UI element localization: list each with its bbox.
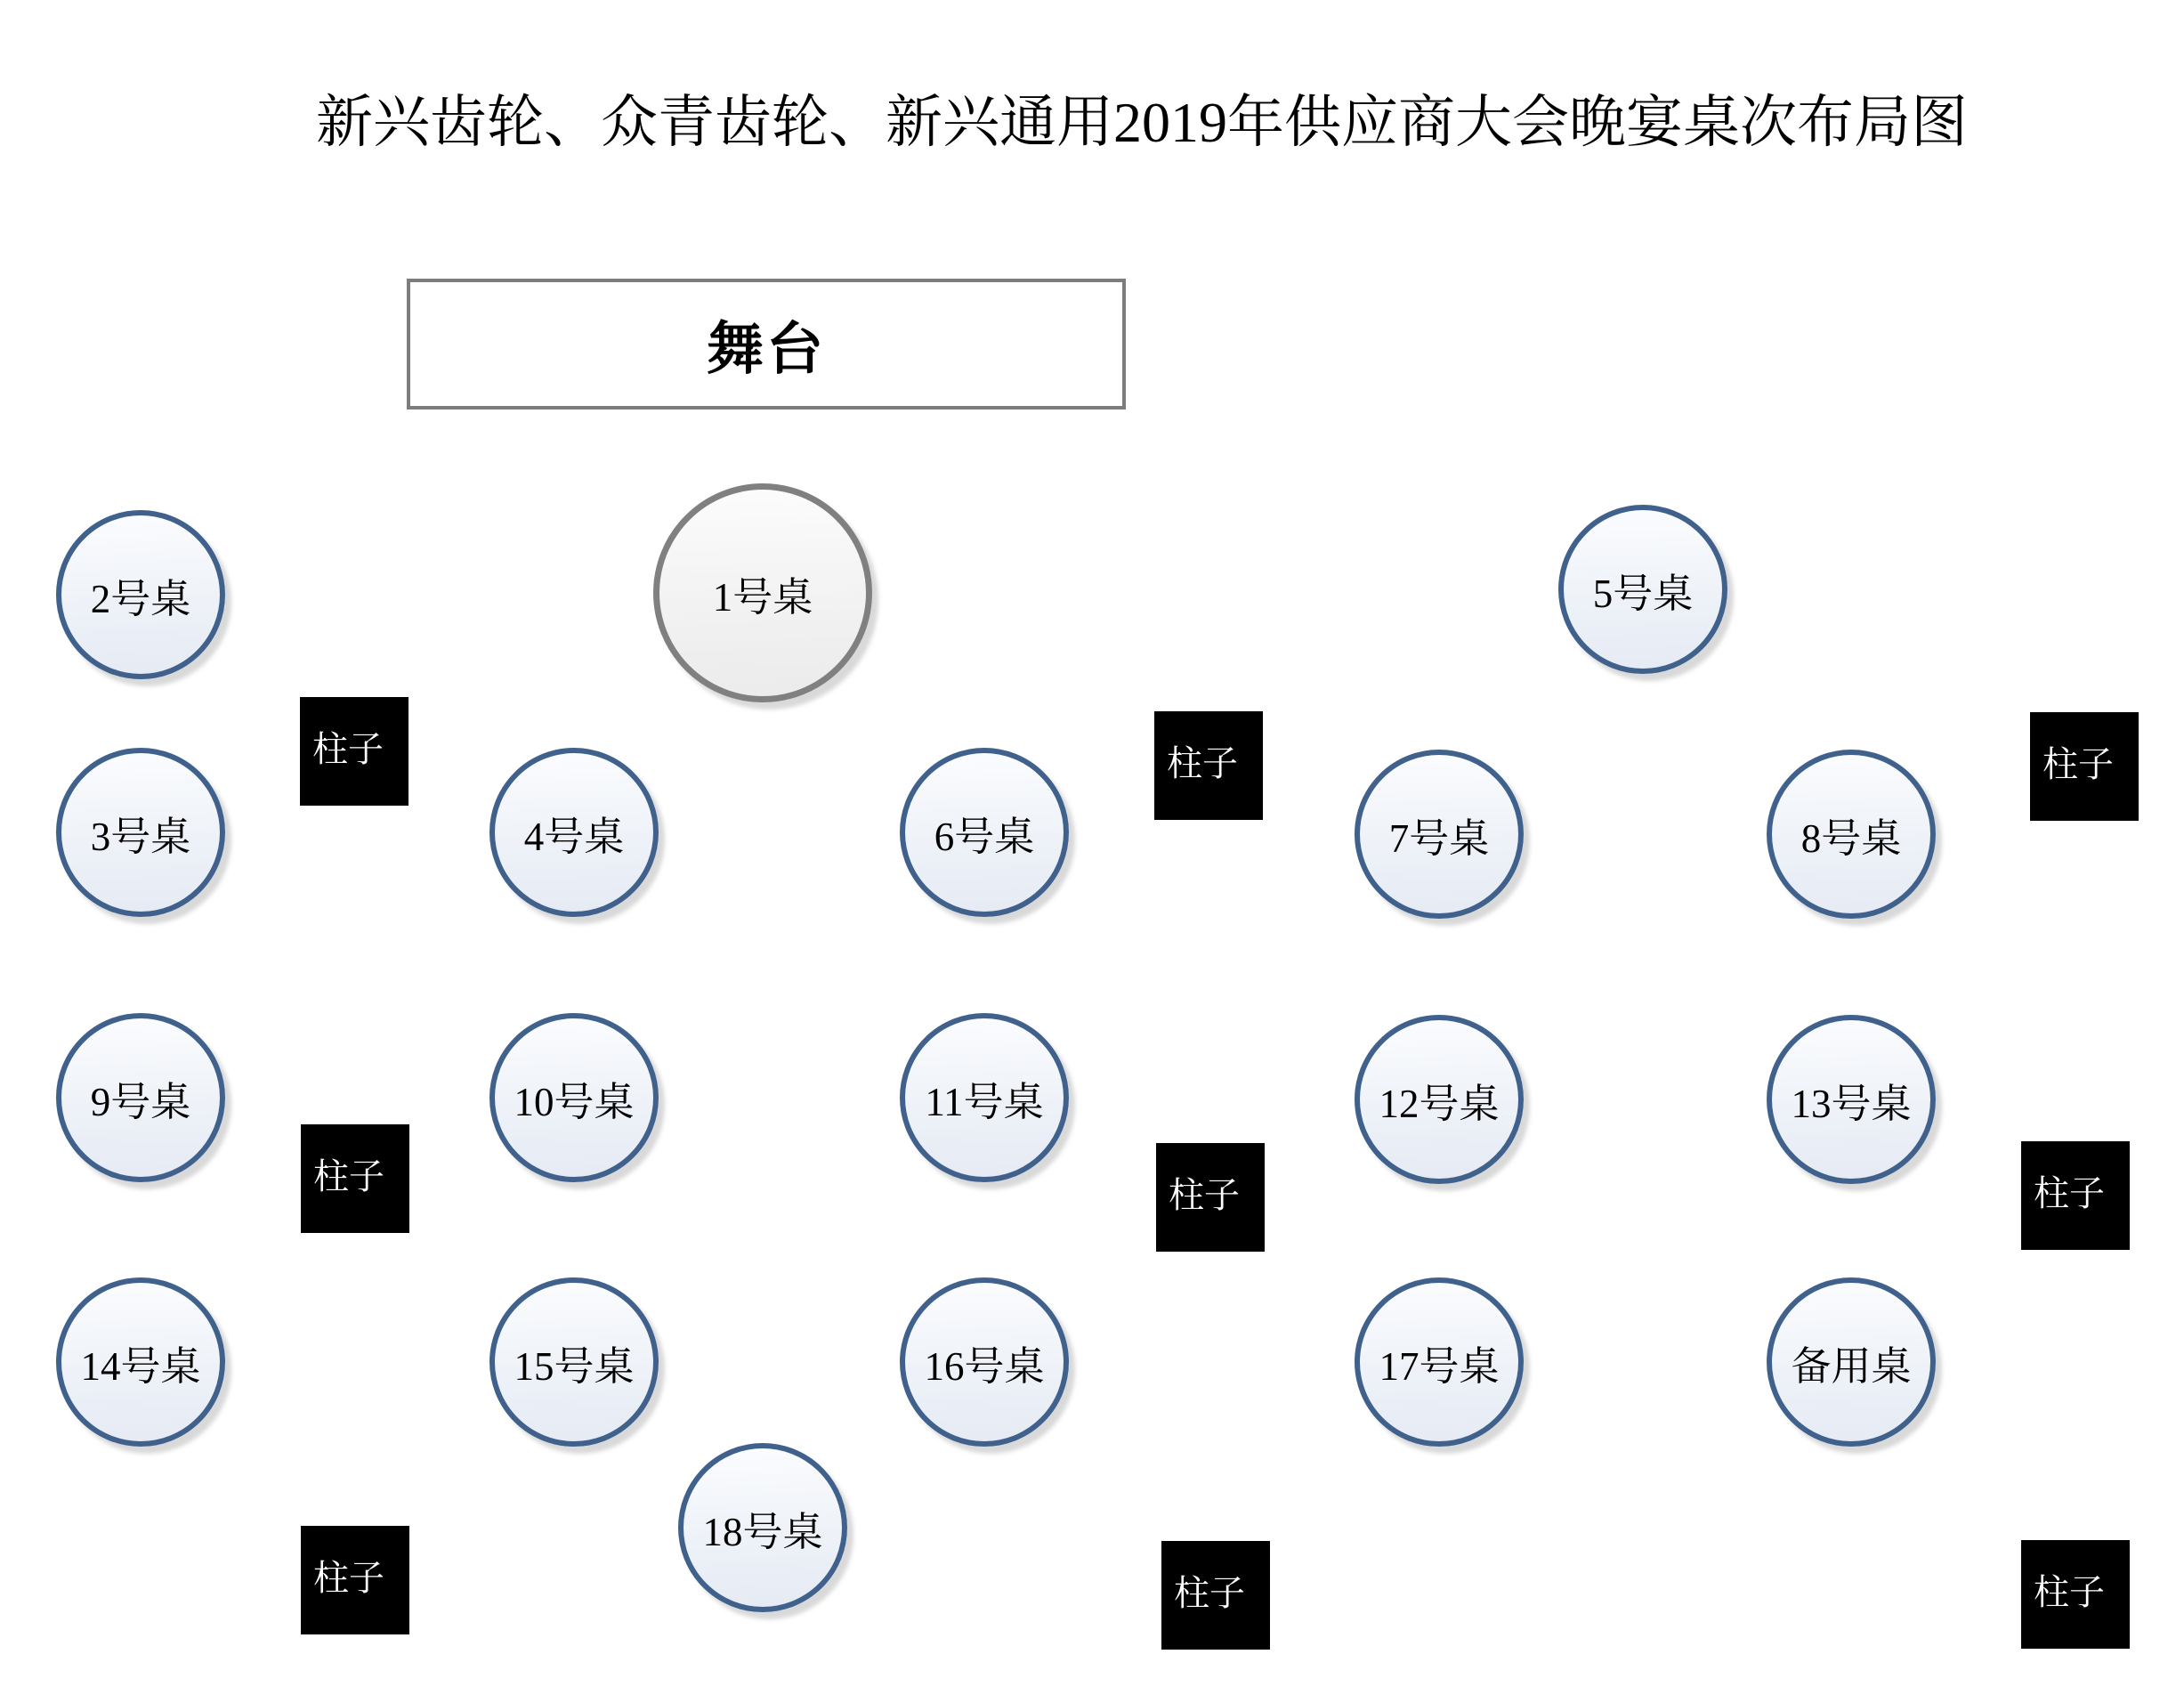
table-label: 9号桌 [90, 1079, 191, 1124]
table-16号桌 [900, 1277, 1069, 1447]
table-14号桌 [56, 1277, 225, 1447]
table-10号桌 [489, 1013, 659, 1182]
pillar-9 [2021, 1540, 2130, 1649]
table-label: 1号桌 [712, 574, 813, 620]
stage [407, 279, 1126, 410]
table-label: 4号桌 [523, 814, 625, 859]
pillar-label: 柱子 [2042, 743, 2114, 784]
table-5号桌 [1558, 505, 1727, 674]
pillar-4 [301, 1124, 409, 1233]
pillar-2 [1154, 711, 1263, 820]
pillar-8 [1161, 1541, 1270, 1650]
stage-label: 舞台 [707, 316, 826, 381]
table-1号桌 [653, 483, 872, 702]
table-9号桌 [56, 1013, 225, 1182]
table-备用桌 [1767, 1277, 1936, 1447]
table-13号桌 [1767, 1015, 1936, 1184]
table-label: 17号桌 [1379, 1343, 1500, 1389]
pillar-7 [301, 1526, 409, 1634]
pillar-label: 柱子 [1167, 742, 1238, 783]
table-12号桌 [1355, 1015, 1524, 1184]
table-17号桌 [1355, 1277, 1524, 1447]
pillar-1 [300, 697, 408, 806]
table-8号桌 [1767, 750, 1936, 919]
table-label: 2号桌 [90, 576, 191, 621]
table-label: 3号桌 [90, 814, 191, 859]
pillar-label: 柱子 [2034, 1172, 2105, 1213]
table-label: 18号桌 [702, 1509, 823, 1554]
pillar-3 [2030, 712, 2139, 821]
table-label: 13号桌 [1791, 1081, 1912, 1126]
table-2号桌 [56, 510, 225, 679]
table-label: 11号桌 [925, 1079, 1044, 1124]
table-3号桌 [56, 748, 225, 917]
pillar-label: 柱子 [2034, 1571, 2105, 1612]
pillar-label: 柱子 [313, 1557, 384, 1598]
table-label: 14号桌 [80, 1343, 201, 1389]
pillar-label: 柱子 [312, 728, 384, 769]
page-title: 新兴齿轮、众青齿轮、新兴通用2019年供应商大会晚宴桌次布局图 [316, 91, 1968, 154]
table-18号桌 [678, 1443, 847, 1612]
table-11号桌 [900, 1013, 1069, 1182]
table-label: 15号桌 [514, 1343, 635, 1389]
table-label: 6号桌 [934, 814, 1035, 859]
table-label: 备用桌 [1791, 1343, 1912, 1389]
table-label: 16号桌 [924, 1343, 1045, 1389]
table-label: 10号桌 [514, 1079, 635, 1124]
table-label: 7号桌 [1388, 815, 1490, 861]
pillar-6 [2021, 1141, 2130, 1250]
pillar-label: 柱子 [1169, 1174, 1240, 1215]
pillar-label: 柱子 [1174, 1572, 1245, 1613]
table-label: 5号桌 [1592, 571, 1694, 616]
pillar-label: 柱子 [313, 1156, 384, 1196]
table-7号桌 [1355, 750, 1524, 919]
pillar-5 [1156, 1143, 1265, 1252]
table-label: 8号桌 [1800, 815, 1902, 861]
table-6号桌 [900, 748, 1069, 917]
table-label: 12号桌 [1379, 1081, 1500, 1126]
table-4号桌 [489, 748, 659, 917]
table-15号桌 [489, 1277, 659, 1447]
